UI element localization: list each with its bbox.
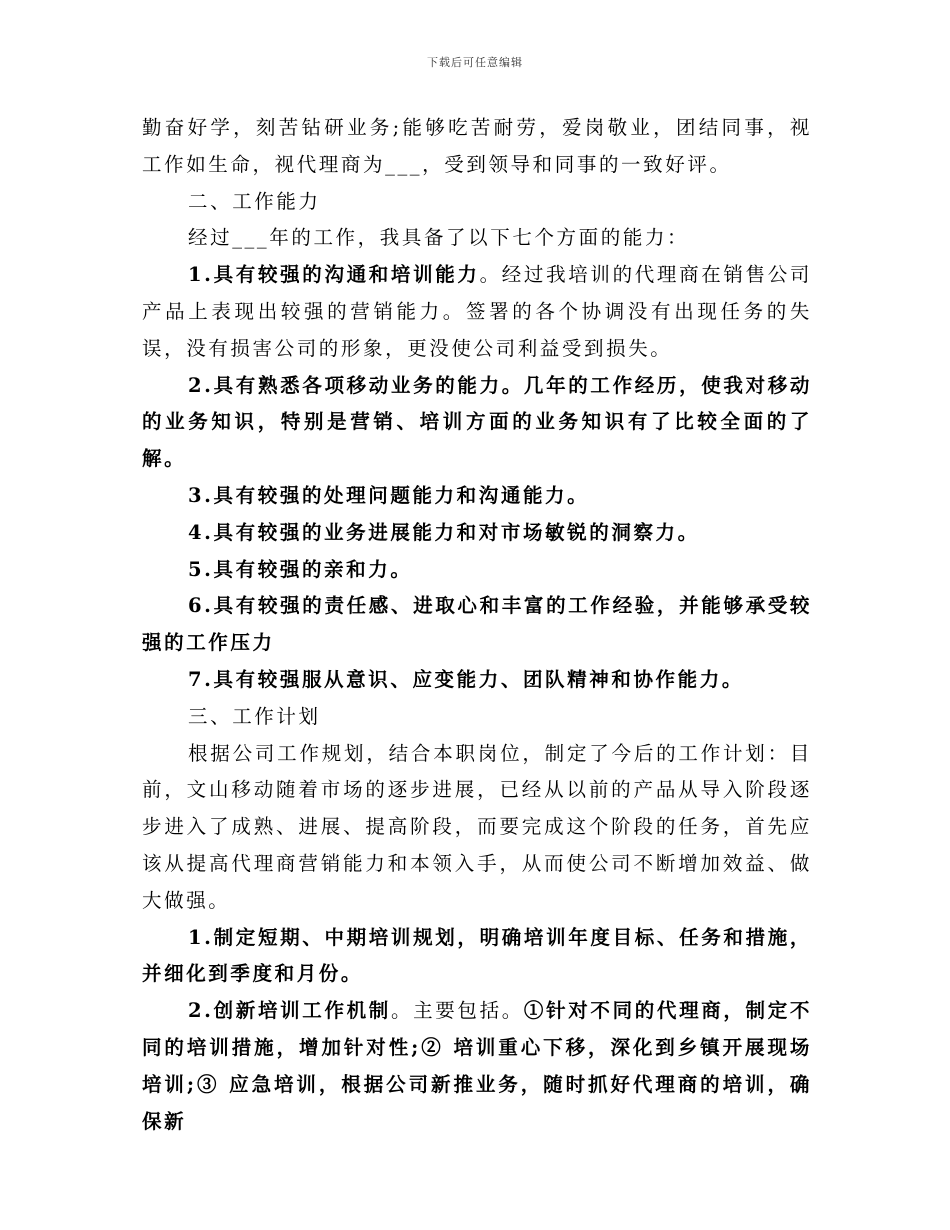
plan-item-1: 1.制定短期、中期培训规划，明确培训年度目标、任务和措施，并细化到季度和月份。 — [142, 925, 812, 986]
ability-item-6: 6.具有较强的责任感、进取心和丰富的工作经验，并能够承受较强的工作压力 — [142, 594, 812, 655]
ability-item-2: 2.具有熟悉各项移动业务的能力。几年的工作经历，使我对移动的业务知识，特别是营销、培训方面的业务知识有了比较全面的了解。 — [142, 373, 812, 471]
section-heading-work-plan: 三、工作计划 — [188, 704, 321, 728]
ability-item-3: 3.具有较强的处理问题能力和沟通能力。 — [188, 483, 590, 507]
paragraph-continuation: 勤奋好学，刻苦钻研业务;能够吃苦耐劳，爱岗敬业，团结同事，视工作如生命，视代理商为___，受到领导和同事的一致好评。 — [142, 116, 812, 176]
ability-item-1-title: 1.具有较强的沟通和培训能力 — [188, 263, 480, 287]
ability-item-4: 4.具有较强的业务进展能力和对市场敏锐的洞察力。 — [188, 520, 700, 544]
section-heading-work-ability: 二、工作能力 — [188, 189, 321, 213]
paragraph-intro-abilities: 经过___年的工作，我具备了以下七个方面的能力： — [188, 226, 690, 250]
plan-item-2-text: ①针对不同的代理商，制定不同的培训措施，增加针对性;② 培训重心下移，深化到乡镇开展现场培训;③ 应急培训，根据公司新推业务，随时抓好代理商的培训，确保新 — [142, 999, 812, 1133]
ability-item-5: 5.具有较强的亲和力。 — [188, 557, 413, 581]
ability-item-7: 7.具有较强服从意识、应变能力、团队精神和协作能力。 — [188, 667, 744, 691]
paragraph-work-plan-intro: 根据公司工作规划，结合本职岗位，制定了今后的工作计划：目前，文山移动随着市场的逐步进展，已经从以前的产品从导入阶段逐步进入了成熟、进展、提高阶段，而要完成这个阶段的任务，首先应该从提高代理商营销能力和本领入手，从而使公司不断增加效益、做大做强。 — [142, 741, 812, 912]
ability-item-1 — [142, 257, 812, 367]
plan-item-2-mid: 。主要包括。 — [390, 999, 524, 1023]
ability-item-1-text: 。经过我培训的代理商在销售公司产品上表现出较强的营销能力。签署的各个协调没有出现任务的失误，没有损害公司的形象，更没使公司利益受到损失。 — [142, 263, 812, 360]
plan-item-2-title: 2.创新培训工作机制 — [188, 999, 391, 1023]
plan-item-2 — [142, 993, 812, 1140]
page-header: 下载后可任意编辑 — [427, 56, 523, 69]
document-body — [142, 110, 812, 1140]
